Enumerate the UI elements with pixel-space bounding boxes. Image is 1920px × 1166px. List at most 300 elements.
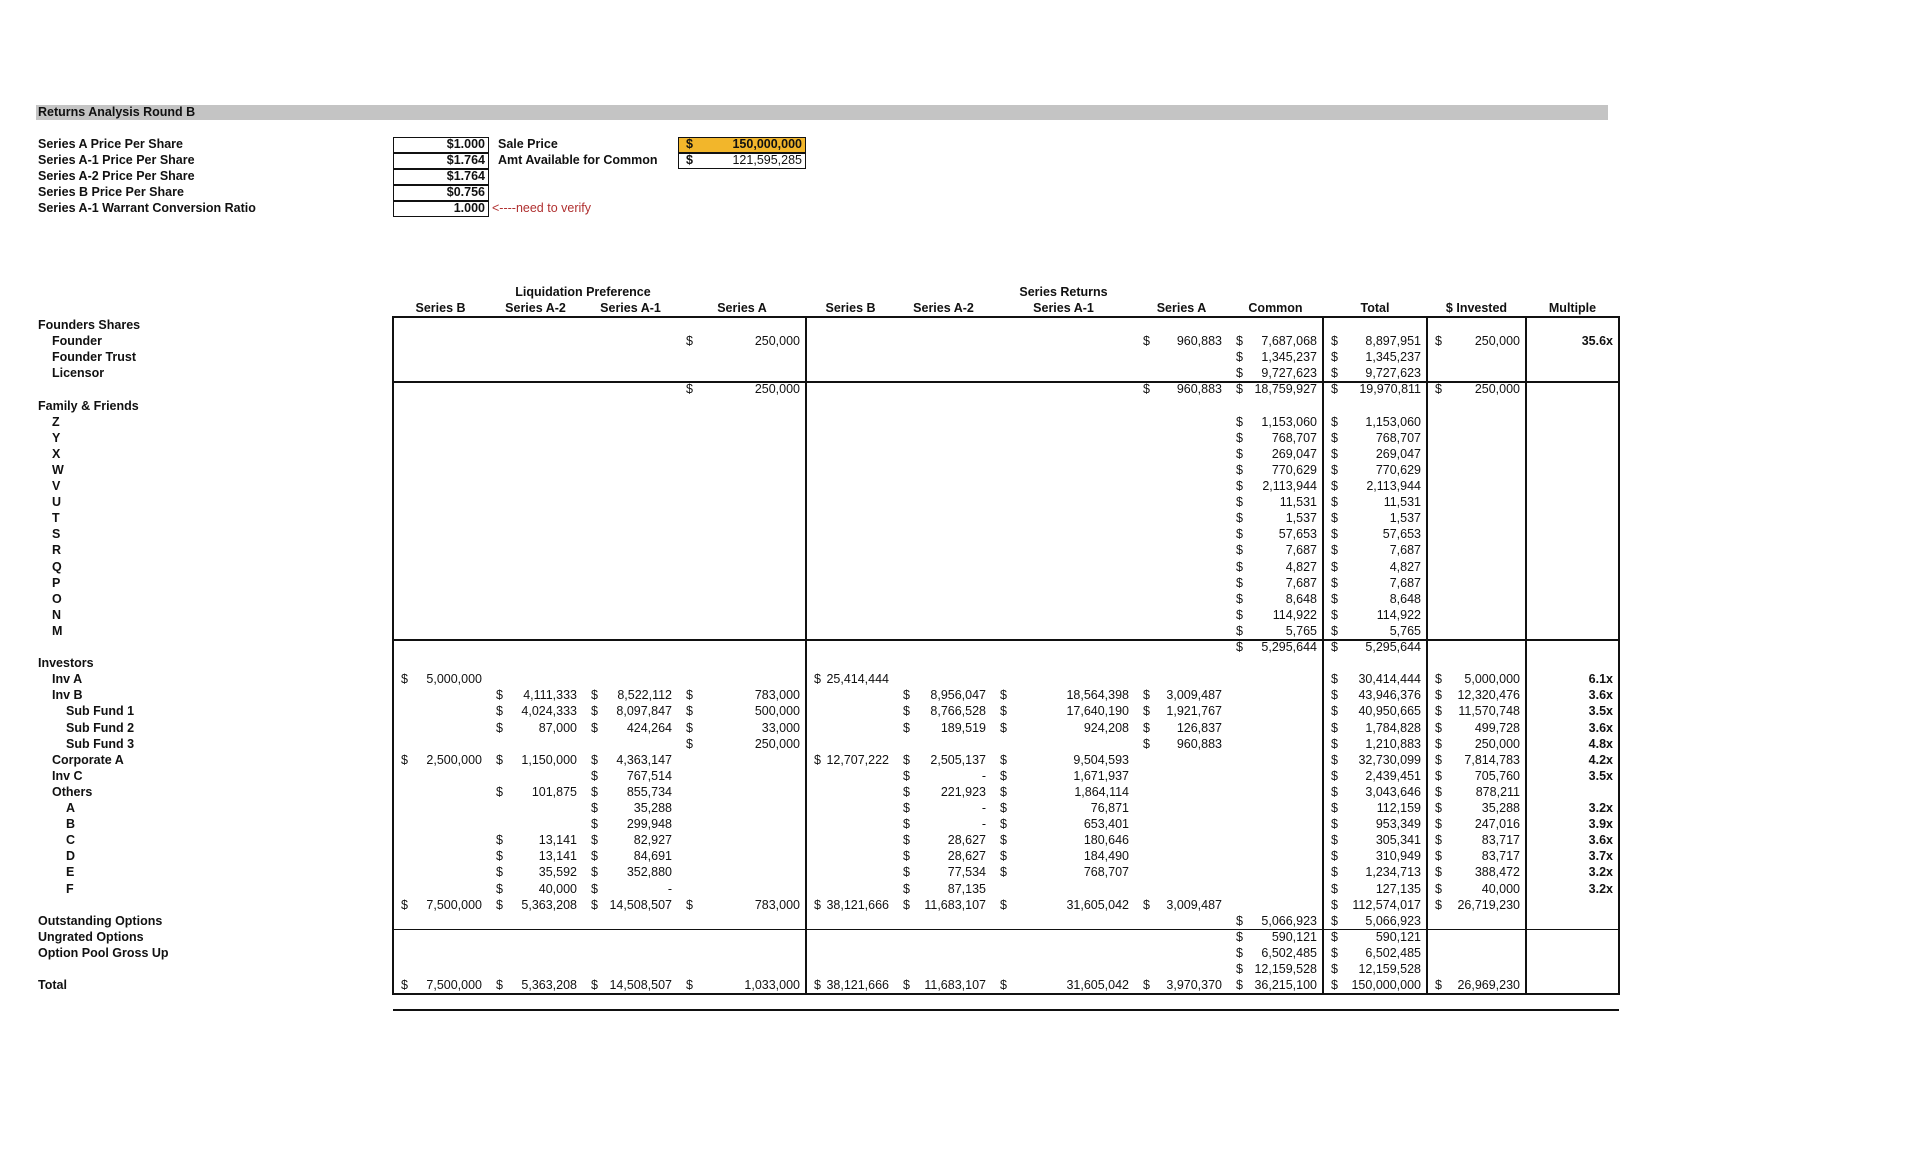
value-cell[interactable]: 7,687,068 bbox=[1261, 334, 1317, 349]
value-cell[interactable]: 6.1x bbox=[1588, 672, 1613, 687]
value-cell[interactable]: 101,875 bbox=[531, 784, 577, 799]
value-cell[interactable]: 352,880 bbox=[626, 865, 672, 880]
currency-symbol: $ bbox=[1331, 897, 1338, 912]
value-cell[interactable]: 1,345,237 bbox=[1365, 350, 1421, 365]
currency-symbol: $ bbox=[1435, 817, 1442, 832]
currency-symbol: $ bbox=[903, 704, 910, 719]
value-cell[interactable]: 2,439,451 bbox=[1365, 768, 1421, 783]
value-cell[interactable]: 8,766,528 bbox=[930, 704, 986, 719]
value-cell[interactable]: 2,113,944 bbox=[1262, 479, 1317, 493]
currency-symbol: $ bbox=[1435, 382, 1442, 397]
value-cell[interactable]: 9,727,623 bbox=[1261, 366, 1317, 381]
value-cell[interactable]: 25,414,444 bbox=[826, 672, 889, 687]
currency-symbol: $ bbox=[496, 897, 503, 912]
value-cell[interactable]: 590,121 bbox=[1375, 929, 1421, 944]
row-label: Corporate A bbox=[52, 752, 124, 767]
currency-symbol: $ bbox=[496, 784, 503, 799]
currency-symbol: $ bbox=[686, 897, 693, 912]
currency-symbol: $ bbox=[686, 720, 693, 735]
value-cell[interactable]: 5,066,923 bbox=[1261, 913, 1317, 928]
value-cell[interactable]: 3.7x bbox=[1588, 849, 1613, 864]
row-label: Investors bbox=[38, 656, 94, 671]
value-cell[interactable]: 3,009,487 bbox=[1166, 688, 1222, 703]
value-cell[interactable]: 8,956,047 bbox=[930, 688, 986, 703]
value-cell[interactable]: 57,653 bbox=[1278, 527, 1317, 542]
value-cell[interactable]: 12,159,528 bbox=[1358, 962, 1421, 976]
currency-symbol: $ bbox=[1236, 334, 1243, 349]
currency-symbol: $ bbox=[814, 752, 821, 767]
currency-symbol: $ bbox=[1331, 704, 1338, 719]
currency-symbol: $ bbox=[1236, 382, 1243, 397]
value-cell[interactable]: 31,605,042 bbox=[1066, 897, 1129, 912]
currency-symbol: $ bbox=[1236, 430, 1243, 445]
currency-symbol: $ bbox=[1331, 495, 1338, 510]
column-divider bbox=[392, 316, 394, 995]
value-cell[interactable]: 4.8x bbox=[1588, 736, 1613, 751]
value-cell[interactable]: 33,000 bbox=[761, 720, 800, 735]
value-cell[interactable]: 3.6x bbox=[1588, 720, 1613, 735]
currency-symbol: $ bbox=[591, 865, 598, 880]
currency-symbol: $ bbox=[1331, 929, 1338, 944]
value-cell[interactable]: 3,009,487 bbox=[1166, 897, 1222, 912]
currency-symbol: $ bbox=[1000, 849, 1007, 864]
currency-symbol: $ bbox=[903, 801, 910, 815]
currency-symbol: $ bbox=[903, 833, 910, 848]
value-cell[interactable]: 9,504,593 bbox=[1073, 752, 1129, 767]
value-cell[interactable]: 127,135 bbox=[1375, 881, 1421, 896]
value-cell[interactable]: 30,414,444 bbox=[1358, 672, 1421, 687]
currency-symbol: $ bbox=[1331, 623, 1338, 638]
currency-symbol: $ bbox=[496, 865, 503, 880]
row-label: Inv A bbox=[52, 672, 83, 687]
value-cell[interactable]: 768,707 bbox=[1271, 430, 1317, 445]
value-cell[interactable]: 499,728 bbox=[1474, 720, 1520, 735]
value-cell[interactable]: 11,531 bbox=[1383, 495, 1421, 510]
currency-symbol: $ bbox=[1435, 865, 1442, 880]
value-cell[interactable]: 500,000 bbox=[754, 704, 800, 719]
currency-symbol: $ bbox=[686, 704, 693, 719]
value-cell[interactable]: 960,883 bbox=[1176, 382, 1222, 397]
currency-symbol: $ bbox=[1435, 784, 1442, 799]
column-header: Multiple bbox=[1548, 301, 1597, 315]
currency-symbol: $ bbox=[1331, 688, 1338, 703]
currency-symbol: $ bbox=[1236, 945, 1243, 960]
currency-symbol: $ bbox=[1143, 897, 1150, 912]
value-cell[interactable]: 1,921,767 bbox=[1166, 704, 1222, 719]
value-cell[interactable]: 126,837 bbox=[1176, 720, 1222, 735]
value-cell[interactable]: 1,784,828 bbox=[1365, 720, 1421, 735]
row-label: Total bbox=[38, 978, 67, 993]
value-cell[interactable]: 1,234,713 bbox=[1365, 865, 1421, 880]
currency-symbol: $ bbox=[1435, 720, 1442, 735]
value-cell[interactable]: 14,508,507 bbox=[609, 897, 672, 912]
column-header: Series A bbox=[1156, 301, 1207, 315]
value-cell[interactable]: 83,717 bbox=[1481, 849, 1520, 864]
currency-symbol: $ bbox=[903, 720, 910, 735]
value-cell[interactable]: 7,814,783 bbox=[1464, 752, 1520, 767]
value-cell[interactable]: 84,691 bbox=[633, 849, 672, 864]
value-cell[interactable]: 77,534 bbox=[947, 865, 986, 880]
currency-symbol: $ bbox=[1331, 913, 1338, 928]
value-cell[interactable]: 299,948 bbox=[626, 817, 672, 832]
currency-symbol: $ bbox=[1435, 801, 1442, 815]
value-cell[interactable]: 87,135 bbox=[947, 881, 986, 896]
sale-price-value[interactable]: 150,000,000 bbox=[732, 137, 802, 151]
currency-symbol: $ bbox=[401, 752, 408, 767]
value-cell[interactable]: 7,687 bbox=[1389, 575, 1421, 590]
value-cell[interactable]: 4,024,333 bbox=[521, 704, 577, 719]
value-cell[interactable]: 83,717 bbox=[1481, 833, 1520, 848]
value-cell[interactable]: 184,490 bbox=[1083, 849, 1129, 864]
value-cell[interactable]: 590,121 bbox=[1271, 929, 1317, 944]
row-label: Founder bbox=[52, 334, 102, 349]
value-cell[interactable]: 7,687 bbox=[1285, 543, 1317, 558]
value-cell[interactable]: 250,000 bbox=[754, 382, 800, 397]
column-header: Series B bbox=[825, 301, 876, 315]
currency-symbol: $ bbox=[1143, 736, 1150, 751]
value-cell[interactable]: 11,683,107 bbox=[924, 978, 986, 993]
value-cell[interactable]: 8,648 bbox=[1389, 591, 1421, 606]
value-cell[interactable]: 783,000 bbox=[754, 688, 800, 703]
value-cell[interactable]: 31,605,042 bbox=[1066, 978, 1129, 993]
currency-symbol: $ bbox=[903, 768, 910, 783]
value-cell[interactable]: 305,341 bbox=[1375, 833, 1421, 848]
column-header: Total bbox=[1360, 301, 1390, 315]
value-cell[interactable]: 14,508,507 bbox=[609, 978, 672, 993]
input-value[interactable]: $1.000 bbox=[446, 137, 485, 151]
currency-symbol: $ bbox=[1435, 672, 1442, 687]
value-cell[interactable]: 35.6x bbox=[1581, 334, 1613, 349]
value-cell[interactable]: 112,574,017 bbox=[1352, 897, 1421, 912]
value-cell[interactable]: 35,288 bbox=[633, 801, 672, 815]
input-value[interactable]: $1.764 bbox=[446, 153, 485, 167]
currency-symbol: $ bbox=[1331, 962, 1338, 976]
value-cell[interactable]: 18,564,398 bbox=[1066, 688, 1129, 703]
value-cell[interactable]: 5,363,208 bbox=[521, 897, 577, 912]
value-cell[interactable]: 770,629 bbox=[1271, 462, 1317, 477]
value-cell[interactable]: 87,000 bbox=[538, 720, 577, 735]
value-cell[interactable]: 189,519 bbox=[940, 720, 986, 735]
value-cell[interactable]: 36,215,100 bbox=[1254, 978, 1317, 993]
value-cell[interactable]: 705,760 bbox=[1474, 768, 1520, 783]
value-cell[interactable]: 4,827 bbox=[1389, 559, 1421, 574]
currency-symbol: $ bbox=[1331, 382, 1338, 397]
currency-symbol: $ bbox=[1331, 736, 1338, 751]
column-header: Common bbox=[1248, 301, 1303, 315]
value-cell[interactable]: 924,208 bbox=[1083, 720, 1129, 735]
value-cell[interactable]: 1,153,060 bbox=[1261, 414, 1317, 429]
currency-symbol: $ bbox=[1435, 978, 1442, 993]
value-cell[interactable]: 1,671,937 bbox=[1073, 768, 1129, 783]
row-label: E bbox=[66, 865, 75, 880]
value-cell[interactable]: 1,537 bbox=[1389, 511, 1421, 526]
currency-symbol: $ bbox=[1435, 752, 1442, 767]
value-cell[interactable]: 11,570,748 bbox=[1458, 704, 1520, 719]
value-cell[interactable]: 768,707 bbox=[1083, 865, 1129, 880]
value-cell[interactable]: 3.6x bbox=[1588, 688, 1613, 703]
value-cell[interactable]: 1,345,237 bbox=[1261, 350, 1317, 365]
value-cell[interactable]: 32,730,099 bbox=[1358, 752, 1421, 767]
value-cell[interactable]: 4.2x bbox=[1588, 752, 1613, 767]
value-cell[interactable]: 269,047 bbox=[1271, 446, 1317, 461]
input-value[interactable]: $1.764 bbox=[446, 169, 485, 183]
value-cell[interactable]: 767,514 bbox=[626, 768, 672, 783]
value-cell[interactable]: 221,923 bbox=[940, 784, 986, 799]
value-cell[interactable]: 180,646 bbox=[1083, 833, 1129, 848]
row-label: Others bbox=[52, 784, 93, 799]
value-cell[interactable]: 11,683,107 bbox=[924, 897, 986, 912]
currency-symbol: $ bbox=[1331, 462, 1338, 477]
value-cell[interactable]: 43,946,376 bbox=[1358, 688, 1421, 703]
currency-symbol: $ bbox=[1331, 479, 1338, 493]
currency-symbol: $ bbox=[1236, 607, 1243, 622]
value-cell[interactable]: 13,141 bbox=[538, 849, 577, 864]
value-cell[interactable]: 114,922 bbox=[1272, 607, 1317, 622]
value-cell[interactable]: 7,687 bbox=[1389, 543, 1421, 558]
value-cell[interactable]: 12,320,476 bbox=[1457, 688, 1520, 703]
input-value[interactable]: 1.000 bbox=[453, 201, 485, 215]
currency-symbol: $ bbox=[591, 784, 598, 799]
currency-symbol: $ bbox=[1331, 784, 1338, 799]
value-cell[interactable]: 653,401 bbox=[1083, 817, 1129, 832]
value-cell[interactable]: 3.9x bbox=[1588, 817, 1613, 832]
section-divider bbox=[393, 993, 1619, 995]
value-cell[interactable]: 2,505,137 bbox=[930, 752, 986, 767]
value-cell[interactable]: 8,522,112 bbox=[617, 688, 672, 703]
currency-symbol: $ bbox=[496, 833, 503, 848]
column-divider bbox=[805, 316, 807, 995]
value-cell[interactable]: 7,500,000 bbox=[426, 897, 482, 912]
value-cell[interactable]: 1,153,060 bbox=[1365, 414, 1421, 429]
value-cell[interactable]: 5,765 bbox=[1389, 623, 1421, 638]
value-cell[interactable]: 2,500,000 bbox=[426, 752, 482, 767]
currency-symbol: $ bbox=[1000, 704, 1007, 719]
value-cell[interactable]: 6,502,485 bbox=[1261, 945, 1317, 960]
value-cell[interactable]: 13,141 bbox=[538, 833, 577, 848]
currency-symbol: $ bbox=[591, 833, 598, 848]
value-cell[interactable]: 4,827 bbox=[1285, 559, 1317, 574]
value-cell[interactable]: - bbox=[667, 881, 672, 896]
row-label: Option Pool Gross Up bbox=[38, 945, 169, 960]
column-divider bbox=[1322, 316, 1324, 995]
value-cell[interactable]: 35,288 bbox=[1481, 801, 1520, 815]
value-cell[interactable]: 783,000 bbox=[754, 897, 800, 912]
column-header: $ Invested bbox=[1445, 301, 1508, 315]
row-label: V bbox=[52, 479, 61, 493]
currency-symbol: $ bbox=[1331, 446, 1338, 461]
value-cell[interactable]: 9,727,623 bbox=[1365, 366, 1421, 381]
value-cell[interactable]: 3.2x bbox=[1588, 865, 1613, 880]
value-cell[interactable]: 114,922 bbox=[1376, 607, 1421, 622]
value-cell[interactable]: 250,000 bbox=[754, 334, 800, 349]
value-cell[interactable]: 424,264 bbox=[626, 720, 672, 735]
value-cell[interactable]: 82,927 bbox=[633, 833, 672, 848]
value-cell[interactable]: 5,000,000 bbox=[1464, 672, 1520, 687]
value-cell[interactable]: 388,472 bbox=[1474, 865, 1520, 880]
value-cell[interactable]: 1,864,114 bbox=[1074, 784, 1129, 799]
currency-symbol: $ bbox=[903, 897, 910, 912]
currency-symbol: $ bbox=[1331, 945, 1338, 960]
currency-symbol: $ bbox=[591, 817, 598, 832]
currency-symbol: $ bbox=[903, 865, 910, 880]
currency-symbol: $ bbox=[686, 736, 693, 751]
currency-symbol: $ bbox=[814, 897, 821, 912]
value-cell[interactable]: 878,211 bbox=[1475, 784, 1520, 799]
currency-symbol: $ bbox=[1435, 881, 1442, 896]
currency-symbol: $ bbox=[591, 801, 598, 815]
value-cell[interactable]: 3.6x bbox=[1588, 833, 1613, 848]
value-cell[interactable]: 3.5x bbox=[1588, 768, 1613, 783]
currency-symbol: $ bbox=[1331, 640, 1338, 654]
currency-symbol: $ bbox=[591, 978, 598, 993]
value-cell[interactable]: 3.2x bbox=[1588, 801, 1613, 815]
currency-symbol: $ bbox=[903, 978, 910, 993]
liquidation-preference-header: Liquidation Preference bbox=[515, 285, 651, 299]
value-cell[interactable]: 7,500,000 bbox=[426, 978, 482, 993]
column-divider bbox=[1618, 316, 1620, 995]
value-cell[interactable]: 18,759,927 bbox=[1254, 382, 1317, 397]
value-cell[interactable]: 1,537 bbox=[1285, 511, 1317, 526]
value-cell[interactable]: 38,121,666 bbox=[826, 897, 889, 912]
currency-symbol: $ bbox=[903, 849, 910, 864]
value-cell[interactable]: 855,734 bbox=[626, 784, 672, 799]
value-cell[interactable]: 3.2x bbox=[1588, 881, 1613, 896]
value-cell[interactable]: - bbox=[981, 768, 986, 783]
value-cell[interactable]: 250,000 bbox=[1474, 334, 1520, 349]
value-cell[interactable]: 11,531 bbox=[1279, 495, 1317, 510]
value-cell[interactable]: 8,097,847 bbox=[616, 704, 672, 719]
currency-symbol: $ bbox=[1331, 430, 1338, 445]
value-cell[interactable]: 960,883 bbox=[1176, 736, 1222, 751]
value-cell[interactable]: 247,016 bbox=[1474, 817, 1520, 832]
currency-symbol: $ bbox=[1331, 543, 1338, 558]
value-cell[interactable]: 5,363,208 bbox=[521, 978, 577, 993]
value-cell[interactable]: 38,121,666 bbox=[826, 978, 889, 993]
row-label: Ungrated Options bbox=[38, 929, 144, 944]
value-cell[interactable]: 3,970,370 bbox=[1166, 978, 1222, 993]
row-label: W bbox=[52, 462, 64, 477]
value-cell[interactable]: 35,592 bbox=[538, 865, 577, 880]
currency-symbol: $ bbox=[591, 768, 598, 783]
value-cell[interactable]: 5,295,644 bbox=[1261, 640, 1317, 654]
currency-symbol: $ bbox=[401, 897, 408, 912]
value-cell[interactable]: 150,000,000 bbox=[1351, 978, 1421, 993]
value-cell[interactable]: 19,970,811 bbox=[1359, 382, 1421, 397]
value-cell[interactable]: 250,000 bbox=[754, 736, 800, 751]
value-cell[interactable]: 8,897,951 bbox=[1365, 334, 1421, 349]
currency-symbol: $ bbox=[1236, 366, 1243, 381]
currency-symbol: $ bbox=[591, 849, 598, 864]
value-cell[interactable]: 310,949 bbox=[1375, 849, 1421, 864]
currency-symbol: $ bbox=[496, 720, 503, 735]
currency-symbol: $ bbox=[1000, 865, 1007, 880]
currency-symbol: $ bbox=[1331, 849, 1338, 864]
value-cell[interactable]: 28,627 bbox=[947, 833, 986, 848]
value-cell[interactable]: 4,363,147 bbox=[616, 752, 672, 767]
value-cell[interactable]: 5,000,000 bbox=[426, 672, 482, 687]
value-cell[interactable]: 76,871 bbox=[1090, 801, 1129, 815]
currency-symbol: $ bbox=[591, 720, 598, 735]
value-cell[interactable]: 17,640,190 bbox=[1066, 704, 1129, 719]
value-cell[interactable]: 12,159,528 bbox=[1254, 962, 1317, 976]
value-cell[interactable]: - bbox=[981, 801, 986, 815]
currency-symbol: $ bbox=[1331, 672, 1338, 687]
currency-symbol: $ bbox=[1435, 897, 1442, 912]
value-cell[interactable]: 112,159 bbox=[1376, 801, 1421, 815]
value-cell[interactable]: 8,648 bbox=[1285, 591, 1317, 606]
value-cell[interactable]: 5,295,644 bbox=[1365, 640, 1421, 654]
currency-symbol: $ bbox=[1435, 736, 1442, 751]
currency-symbol: $ bbox=[1236, 543, 1243, 558]
value-cell[interactable]: 768,707 bbox=[1375, 430, 1421, 445]
currency-symbol: $ bbox=[686, 382, 693, 397]
input-label: Series A-1 Price Per Share bbox=[38, 153, 195, 167]
currency-symbol: $ bbox=[1331, 768, 1338, 783]
value-cell[interactable]: 1,210,883 bbox=[1365, 736, 1421, 751]
value-cell[interactable]: 3.5x bbox=[1588, 704, 1613, 719]
value-cell[interactable]: 40,000 bbox=[1481, 881, 1520, 896]
value-cell[interactable]: 26,969,230 bbox=[1457, 978, 1520, 993]
value-cell[interactable]: 6,502,485 bbox=[1365, 945, 1421, 960]
value-cell[interactable]: 7,687 bbox=[1285, 575, 1317, 590]
value-cell[interactable]: 770,629 bbox=[1375, 462, 1421, 477]
value-cell[interactable]: 40,000 bbox=[538, 881, 577, 896]
value-cell[interactable]: - bbox=[981, 817, 986, 832]
value-cell[interactable]: 5,066,923 bbox=[1365, 913, 1421, 928]
row-label: Sub Fund 3 bbox=[66, 736, 135, 751]
value-cell[interactable]: 1,150,000 bbox=[521, 752, 577, 767]
value-cell[interactable]: 953,349 bbox=[1375, 817, 1421, 832]
value-cell[interactable]: 26,719,230 bbox=[1457, 897, 1520, 912]
currency-symbol: $ bbox=[1236, 640, 1243, 654]
row-label: Family & Friends bbox=[38, 398, 139, 413]
value-cell[interactable]: 28,627 bbox=[947, 849, 986, 864]
value-cell[interactable]: 40,950,665 bbox=[1358, 704, 1421, 719]
amt-available-value[interactable]: 121,595,285 bbox=[732, 153, 802, 167]
row-label: A bbox=[66, 801, 76, 815]
currency-symbol: $ bbox=[686, 334, 693, 349]
value-cell[interactable]: 269,047 bbox=[1375, 446, 1421, 461]
value-cell[interactable]: 250,000 bbox=[1474, 382, 1520, 397]
currency-symbol: $ bbox=[1000, 752, 1007, 767]
value-cell[interactable]: 3,043,646 bbox=[1365, 784, 1421, 799]
currency-symbol: $ bbox=[1236, 575, 1243, 590]
row-label: Outstanding Options bbox=[38, 913, 163, 928]
value-cell[interactable]: 5,765 bbox=[1285, 623, 1317, 638]
value-cell[interactable]: 12,707,222 bbox=[826, 752, 889, 767]
value-cell[interactable]: 960,883 bbox=[1176, 334, 1222, 349]
currency-symbol: $ bbox=[1143, 720, 1150, 735]
value-cell[interactable]: 2,113,944 bbox=[1366, 479, 1421, 493]
currency-symbol: $ bbox=[1236, 559, 1243, 574]
currency-symbol: $ bbox=[1331, 334, 1338, 349]
value-cell[interactable]: 57,653 bbox=[1382, 527, 1421, 542]
value-cell[interactable]: 4,111,333 bbox=[523, 688, 577, 703]
currency-symbol: $ bbox=[903, 817, 910, 832]
value-cell[interactable]: 250,000 bbox=[1474, 736, 1520, 751]
value-cell[interactable]: 1,033,000 bbox=[744, 978, 800, 993]
currency-symbol: $ bbox=[1331, 720, 1338, 735]
column-header: Series A-2 bbox=[913, 301, 974, 315]
currency-symbol: $ bbox=[1236, 495, 1243, 510]
row-label: Y bbox=[52, 430, 61, 445]
currency-symbol: $ bbox=[1236, 527, 1243, 542]
input-value[interactable]: $0.756 bbox=[446, 185, 485, 199]
currency-symbol: $ bbox=[1331, 414, 1338, 429]
currency-symbol: $ bbox=[1331, 752, 1338, 767]
sheet-title[interactable]: Returns Analysis Round B bbox=[38, 105, 196, 119]
currency-symbol: $ bbox=[1000, 688, 1007, 703]
